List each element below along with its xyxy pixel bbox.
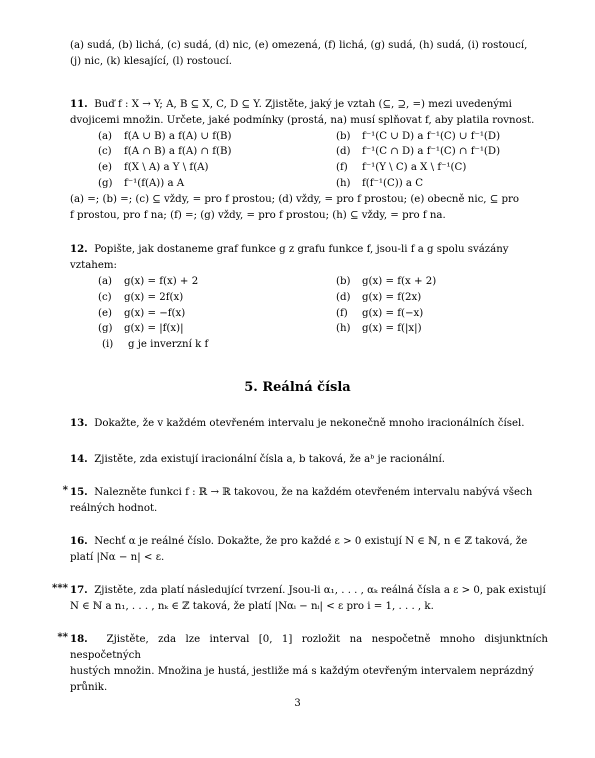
problem-text: průnik. (70, 682, 108, 693)
list-item: (i) g je inverzní k f (102, 339, 209, 350)
problem-18 (70, 631, 548, 696)
answers-line-2: (j) nic, (k) klesající, (l) rostoucí. (70, 56, 232, 67)
problem-12 (70, 241, 548, 274)
list-item: (d) g(x) = f(2x) (336, 292, 422, 303)
list-item: (g) f⁻¹(f(A)) a A (98, 178, 185, 189)
list-item: (c) f(A ∩ B) a f(A) ∩ f(B) (98, 146, 232, 157)
problem-number: 17. (70, 584, 88, 596)
problem-text: reálných hodnot. (70, 503, 158, 514)
problem-text: N ∈ ℕ a n₁, . . . , nₖ ∈ ℤ taková, že platí |Nαᵢ − nᵢ| < ε pro i = 1, . . . , k. (70, 601, 434, 612)
problem-text: Buď f : X → Y; A, B ⊆ X, C, D ⊆ Y. Zjistěte, jaký je vztah (⊆, ⊇, =) mezi uvedenými (94, 99, 512, 110)
problem-number: 15. (70, 486, 88, 498)
problem-number: 13. (70, 417, 88, 429)
problem-text: hustých množin. Množina je hustá, jestliže má s každým otevřeným intervalem neprázdný (70, 666, 534, 677)
problem-number: 14. (70, 453, 88, 465)
problem-text: Zjistěte, zda lze interval [0, 1] rozložit na nespočetně mnoho disjunktních nespočetných (70, 634, 548, 661)
problem-text: vztahem: (70, 260, 117, 271)
problem-number: 16. (70, 535, 88, 547)
list-item: (c) g(x) = 2f(x) (98, 292, 184, 303)
difficulty-stars: *** (52, 582, 68, 594)
problem-number: 12. (70, 243, 88, 255)
problem-14 (70, 451, 548, 468)
problem-17 (70, 582, 548, 615)
problem-13 (70, 415, 548, 432)
section-heading: 5. Reálná čísla (244, 380, 351, 395)
problem-16 (70, 533, 548, 566)
answers-previous (70, 38, 548, 70)
problem-11-answer (70, 192, 548, 224)
problem-number: 11. (70, 98, 88, 110)
list-item: (e) g(x) = −f(x) (98, 308, 186, 319)
list-item: (a) f(A ∪ B) a f(A) ∪ f(B) (98, 131, 232, 142)
problem-text: Popište, jak dostaneme graf funkce g z grafu funkce f, jsou-li f a g spolu svázány (94, 244, 509, 255)
difficulty-stars: ** (57, 631, 68, 643)
list-item: (f) g(x) = f(−x) (336, 308, 424, 319)
problem-11 (70, 96, 548, 129)
problem-text: Nechť α je reálné číslo. Dokažte, že pro každé ε > 0 existují N ∈ ℕ, n ∈ ℤ taková, že (94, 536, 528, 547)
list-item: (h) f(f⁻¹(C)) a C (336, 178, 424, 189)
problem-text: Nalezněte funkci f : ℝ → ℝ takovou, že na každém otevřeném intervalu nabývá všech (94, 487, 533, 498)
difficulty-stars: * (62, 484, 68, 496)
list-item: (e) f(X \ A) a Y \ f(A) (98, 162, 209, 173)
list-item: (b) g(x) = f(x + 2) (336, 276, 437, 287)
answers-line-1: (a) sudá, (b) lichá, (c) sudá, (d) nic, (e) omezená, (f) lichá, (g) sudá, (h) sudá, (i) rostoucí, (70, 40, 528, 51)
problem-number: 18. (70, 633, 88, 645)
answer-line: (a) =; (b) =; (c) ⊆ vždy, = pro f prostou; (d) vždy, = pro f prostou; (e) obecně nic, ⊆ pro (70, 194, 520, 205)
page-number: 3 (294, 698, 301, 709)
problem-15 (70, 484, 548, 517)
problem-text: Zjistěte, zda platí následující tvrzení. Jsou-li α₁, . . . , αₖ reálná čísla a ε > 0, pak existují (94, 585, 546, 596)
list-item: (g) g(x) = |f(x)| (98, 323, 184, 334)
problem-text: Zjistěte, zda existují iracionální čísla a, b taková, že aᵇ je racionální. (94, 454, 445, 465)
problem-text: Dokažte, že v každém otevřeném intervalu je nekonečně mnoho iracionálních čísel. (94, 418, 525, 429)
list-item: (f) f⁻¹(Y \ C) a X \ f⁻¹(C) (336, 162, 467, 173)
list-item: (d) f⁻¹(C ∩ D) a f⁻¹(C) ∩ f⁻¹(D) (336, 146, 501, 157)
list-item: (a) g(x) = f(x) + 2 (98, 276, 199, 287)
problem-text: dvojicemi množin. Určete, jaké podmínky (prostá, na) musí splňovat f, aby platila rovnost. (70, 115, 535, 126)
list-item: (h) g(x) = f(|x|) (336, 323, 422, 334)
problem-text: platí |Nα − n| < ε. (70, 552, 165, 563)
list-item: (b) f⁻¹(C ∪ D) a f⁻¹(C) ∪ f⁻¹(D) (336, 131, 501, 142)
answer-line: f prostou, pro f na; (f) =; (g) vždy, = pro f prostou; (h) ⊆ vždy, = pro f na. (70, 210, 446, 221)
